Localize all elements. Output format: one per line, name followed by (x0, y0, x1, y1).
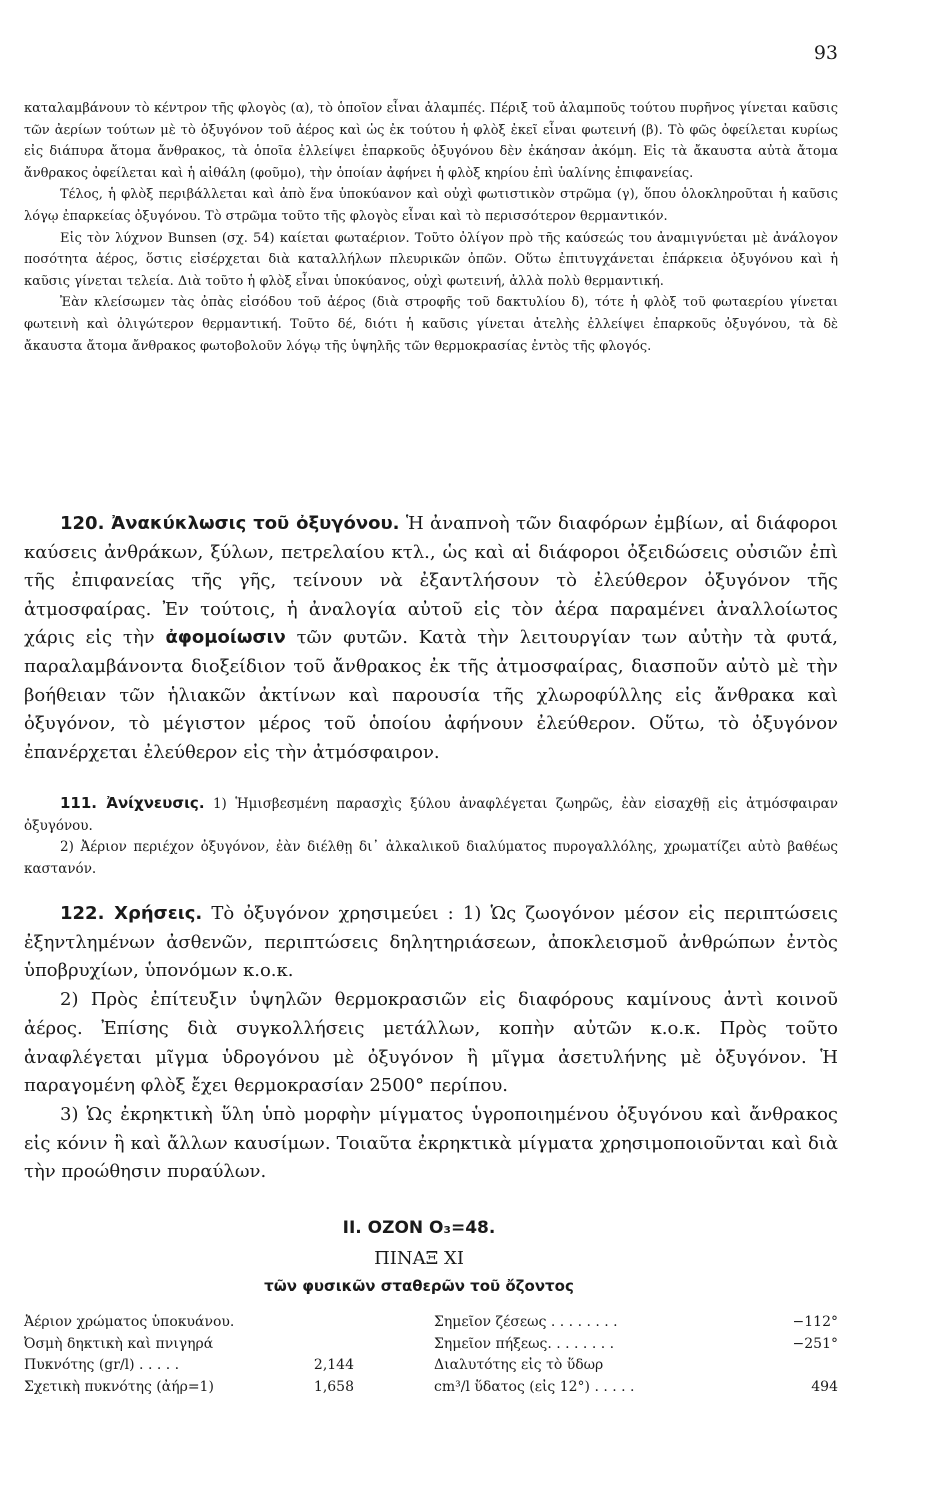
section-111 (24, 793, 838, 880)
paragraph: Τέλος, ἡ φλὸξ περιβάλλεται καὶ ἀπὸ ἕνα ὑποκύανον καὶ οὐχὶ φωτιστικὸν στρῶμα (γ), ὅπου ὁλοκληροῦται ἡ καῦσις λόγῳ ἐπαρκείας ὀξυγόνου. Τὸ στρῶμα τοῦτο τῆς φλογὸς εἶναι καὶ τὸ περισσότερον θερμαντικόν. (24, 187, 838, 224)
flame-description (24, 98, 838, 357)
section-text: τῶν φυτῶν. Κατὰ τὴν λειτουργίαν των αὐτὴν τὰ φυτά, παραλαμβάνοντα διοξείδιον τοῦ ἄνθρακος ἐκ τῆς ἀτμοσφαίρας, διασποῦν αὐτὸ μὲ τὴν βοήθειαν τῶν ἡλιακῶν ἀκτίνων καὶ παρουσία τῆς χλωροφύλλης εἰς ἄνθρακα καὶ ὀξυγόνον, τὸ μέγιστον μέρος τοῦ ὁποίου ἀφήνουν ἐλεύθερον. Οὕτω, τὸ ὀξυγόνον ἐπανέρχεται ἐλεύθερον εἰς τὴν ἀτμόσφαιρον. (24, 627, 838, 763)
property-label: cm³/l ὕδατος (εἰς 12°) . . . . . (434, 1378, 635, 1395)
table-row (24, 1334, 354, 1356)
property-label: Σημεῖον ζέσεως . . . . . . . . (434, 1314, 618, 1330)
table-title: ΠΙΝΑΞ XI (374, 1248, 464, 1269)
bold-term: ἀφομοίωσιν (165, 627, 286, 649)
paragraph: 3) Ὡς ἐκρηκτικὴ ὕλη ὑπὸ μορφὴν μίγματος ὑγροποιημένου ὀξυγόνου καὶ ἄνθρακος εἰς κόνιν ἢ καὶ ἄλλων καυσίμων. Τοιαῦτα ἐκρηκτικὰ μίγματα χρησιμοποιοῦνται καὶ διὰ τὴν προώθησιν πυραύλων. (24, 1103, 838, 1183)
paragraph (24, 793, 838, 837)
table-row (434, 1355, 838, 1377)
property-value: 494 (811, 1378, 838, 1395)
table-row (434, 1334, 838, 1356)
paragraph: 2) Ἀέριον περιέχον ὀξυγόνον, ἐὰν διέλθῃ δι᾽ ἀλκαλικοῦ διαλύματος πυρογαλλόλης, χρωματίζει αὐτὸ βαθέως καστανόν. (24, 839, 838, 877)
property-value: −251° (792, 1335, 838, 1352)
section-text: Τὸ ὀξυγόνον χρησιμεύει : 1) Ὡς ζωογόνον μέσον εἰς περιπτώσεις ἐξηντλημένων ἀσθενῶν, περιπτώσεις δηλητηριάσεων, ἀποκλεισμοῦ ἀνθρώπων ἐντὸς ὑποβρυχίων, ὑπονόμων κ.ο.κ. (24, 903, 838, 982)
property-label: Πυκνότης (gr/l) . . . . . (24, 1357, 180, 1373)
paragraph (24, 510, 838, 767)
property-value: 2,144 (313, 1357, 354, 1373)
paragraph: καταλαμβάνουν τὸ κέντρον τῆς φλογὸς (α), τὸ ὁποῖον εἶναι ἀλαμπές. Πέριξ τοῦ ἀλαμποῦς τούτου πυρῆνος γίνεται καῦσις τῶν ἀερίων τούτων μὲ τὸ ὀξυγόνον τοῦ ἀέρος καὶ ὡς ἐκ τούτου ἡ φλὸξ ἐκεῖ εἶναι φωτεινή (β). Τὸ φῶς ὀφείλεται κυρίως εἰς διάπυρα ἄτομα ἄνθρακος, τὰ ὁποῖα ἐλλείψει ἐπαρκοῦς ὀξυγόνου δὲν ἐκάησαν ἀκόμη. Εἰς τὰ ἄκαυστα αὐτὰ ἄτομα ἄνθρακος ὀφείλεται καὶ ἡ αἰθάλη (φοῦμο), τὴν ὁποίαν ἀφήνει ἡ φλὸξ κηρίου ἐπὶ ὑαλίνης ἐπιφανείας. (24, 101, 838, 181)
constants-left-column (24, 1312, 354, 1398)
table-row (24, 1377, 354, 1399)
property-label: Ὀσμὴ δηκτικὴ καὶ πνιγηρά (24, 1335, 214, 1352)
table-row (24, 1355, 354, 1377)
property-value (778, 1355, 838, 1377)
property-label: Διαλυτότης εἰς τὸ ὕδωρ (434, 1357, 604, 1373)
table-row (24, 1312, 354, 1334)
property-value (294, 1312, 354, 1334)
paragraph: Εἰς τὸν λύχνον Bunsen (σχ. 54) καίεται φωταέριον. Τοῦτο ὀλίγον πρὸ τῆς καύσεώς του ἀναμιγνύεται μὲ ἀνάλογον ποσότητα ἀέρος, ὅστις εἰσέρχεται διὰ καταλλήλων πλευρικῶν ὀπῶν. Οὕτω ἐπιτυγχάνεται ἐπάρκεια ὀξυγόνου καὶ ἡ καῦσις γίνεται τελεία. Διὰ τοῦτο ἡ φλὸξ εἶναι ὑποκύανος, οὐχὶ φωτεινή, ἀλλὰ πολὺ θερμαντική. (24, 230, 838, 289)
property-value: −112° (792, 1314, 838, 1330)
section-heading: 120. Ἀνακύκλωσις τοῦ ὀξυγόνου. (60, 513, 400, 534)
paragraph: Ἐὰν κλείσωμεν τὰς ὀπὰς εἰσόδου τοῦ ἀέρος (διὰ στροφῆς τοῦ δακτυλίου δ), τότε ἡ φλὸξ τοῦ φωταερίου γίνεται φωτεινὴ καὶ ὀλιγώτερον θερμαντική. Τοῦτο δέ, διότι ἡ καῦσις γίνεται ἀτελὴς ἐλλείψει ἐπαρκοῦς ὀξυγόνου, τὰ δὲ ἄκαυστα ἄτομα ἄνθρακος φωτοβολοῦν λόγῳ τῆς ὑψηλῆς τῶν θερμοκρασίας ἐντὸς τῆς φλογός. (24, 295, 838, 354)
property-label: Σημεῖον πήξεως. . . . . . . . (434, 1335, 615, 1352)
property-label: Ἀέριον χρώματος ὑποκυάνου. (24, 1314, 235, 1330)
section-122 (24, 900, 838, 1187)
paragraph (24, 900, 838, 986)
table-subtitle: τῶν φυσικῶν σταθερῶν τοῦ ὄζοντος (264, 1277, 574, 1295)
page-number: 93 (813, 42, 838, 64)
property-value: 1,658 (313, 1378, 354, 1395)
table-row (434, 1312, 838, 1334)
constants-right-column (434, 1312, 838, 1398)
paragraph: 2) Πρὸς ἐπίτευξιν ὑψηλῶν θερμοκρασιῶν εἰς διαφόρους καμίνους ἀντὶ κοινοῦ ἀέρος. Ἐπίσης διὰ συγκολλήσεις μετάλλων, κοπὴν αὐτῶν κ.ο.κ. Πρὸς τοῦτο ἀναφλέγεται μῖγμα ὑδρογόνου μὲ ὀξυγόνον ἢ μῖγμα ἀσετυλήνης μὲ ὀξυγόνον. Ἡ παραγομένη φλὸξ ἔχει θερμοκρασίαν 2500° περίπου. (24, 989, 838, 1097)
section-120 (24, 510, 838, 767)
table-row (434, 1377, 838, 1399)
property-value (294, 1334, 354, 1356)
section-heading: 122. Χρήσεις. (60, 903, 203, 924)
section-text: 1) Ἡμισβεσμένη παρασχὶς ξύλου ἀναφλέγεται ζωηρῶς, ἐὰν εἰσαχθῇ εἰς ἀτμόσφαιραν ὀξυγόνου. (24, 796, 839, 834)
property-label: Σχετικὴ πυκνότης (ἀήρ=1) (24, 1378, 214, 1395)
section-heading: 111. Ἀνίχνευσις. (60, 794, 205, 812)
section-text: Ἡ ἀναπνοὴ τῶν διαφόρων ἐμβίων, αἱ διάφοροι καύσεις ἀνθράκων, ξύλων, πετρελαίου κτλ., ὡς καὶ αἱ διάφοροι ὀξειδώσεις οὐσιῶν ἐπὶ τῆς ἐπιφανείας τῆς γῆς, τείνουν νὰ ἐξαντλήσουν τὸ ἐλεύθερον ὀξυγόνον τῆς ἀτμοσφαίρας. Ἐν τούτοις, ἡ ἀναλογία αὐτοῦ εἰς τὸν ἀέρα παραμένει ἀναλλοίωτος χάρις εἰς τὴν (24, 513, 838, 649)
ozone-heading: II. ΟΖΟΝ O₃=48. (342, 1218, 496, 1238)
